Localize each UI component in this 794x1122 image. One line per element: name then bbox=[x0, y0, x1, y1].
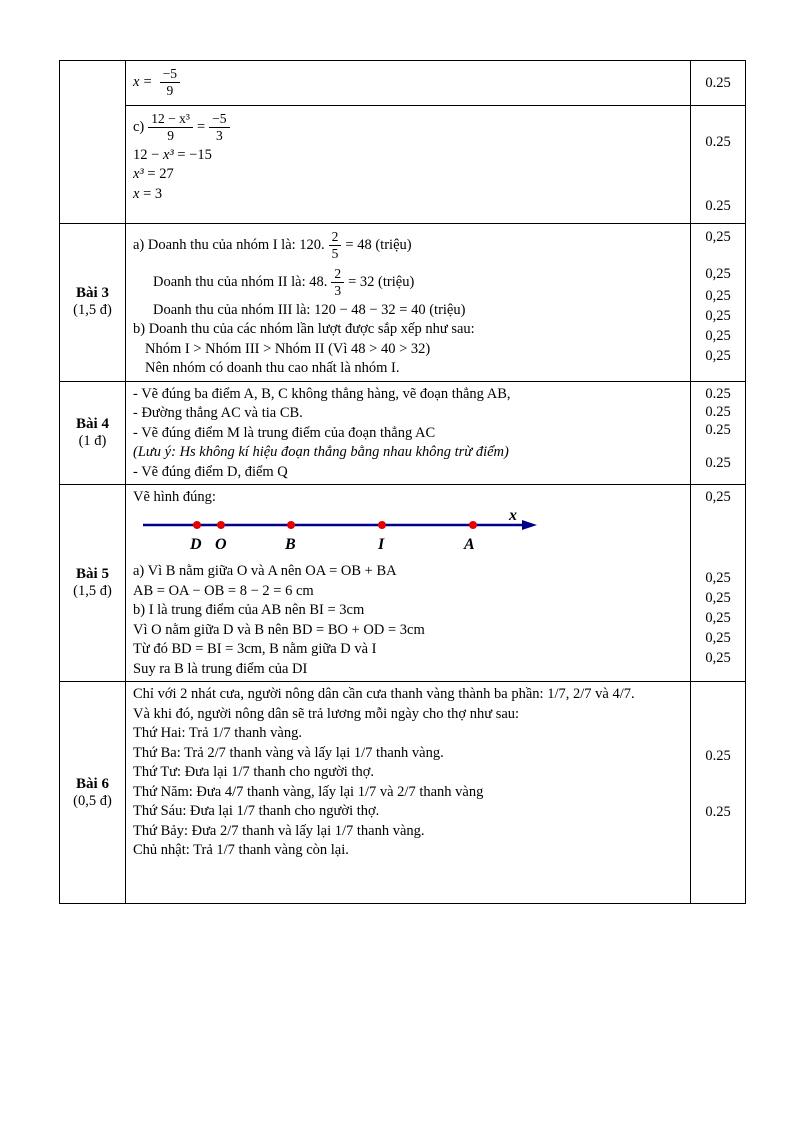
solution-line: - Vẽ đúng điểm M là trung điểm của đoạn thẳng AC bbox=[133, 424, 436, 441]
content-cell-bai3 bbox=[126, 224, 691, 382]
solution-line: - Vẽ đúng điểm D, điểm Q bbox=[133, 463, 288, 480]
math-text: = 27 bbox=[143, 166, 174, 183]
fraction bbox=[148, 111, 193, 144]
solution-line: Doanh thu của nhóm III là: 120 − 48 − 32 = 40 (triệu) bbox=[153, 301, 466, 318]
point-label-O: O bbox=[215, 535, 227, 553]
points-cell bbox=[691, 61, 746, 106]
table-row-bai4 bbox=[60, 381, 746, 485]
math-variable: x bbox=[133, 185, 140, 202]
point-value: 0.25 bbox=[705, 748, 731, 765]
solution-line: Chủ nhật: Trả 1/7 thanh vàng còn lại. bbox=[133, 842, 349, 859]
solution-line: - Đường thẳng AC và tia CB. bbox=[133, 405, 303, 422]
solution-line: Thứ Sáu: Đưa lại 1/7 thanh cho người thợ. bbox=[133, 803, 380, 820]
point-value: 0,25 bbox=[705, 308, 731, 324]
content-cell-bai5 bbox=[126, 485, 691, 682]
solution-line: Chỉ với 2 nhát cưa, người nông dân cần cưa thanh vàng thành ba phần: 1/7, 2/7 và 4/7. bbox=[133, 686, 635, 703]
solution-text: a) Doanh thu của nhóm I là: 120. bbox=[133, 236, 325, 253]
math-variable: x bbox=[133, 73, 140, 90]
point-value: 0.25 bbox=[705, 74, 731, 91]
math-line bbox=[133, 165, 683, 185]
points-cell bbox=[691, 682, 746, 904]
solution-line bbox=[133, 227, 683, 264]
math-line bbox=[133, 146, 683, 166]
label-cell-empty bbox=[60, 61, 126, 224]
points-stack bbox=[691, 682, 745, 900]
solution-line: b) I là trung điểm của AB nên BI = 3cm bbox=[133, 602, 365, 619]
solution-line: Vì O nằm giữa D và B nên BD = BO + OD = 3cm bbox=[133, 621, 425, 638]
table-row-c-solution bbox=[60, 106, 746, 224]
table-row-bai6 bbox=[60, 682, 746, 904]
math-variable: x³ bbox=[162, 146, 174, 163]
solution-line: AB = OA − OB = 8 − 2 = 6 cm bbox=[133, 582, 314, 599]
point-value: 0.25 bbox=[705, 421, 731, 438]
exercise-label: Bài 5 bbox=[76, 566, 109, 583]
content-cell-bai6 bbox=[126, 682, 691, 904]
point-value: 0,25 bbox=[705, 610, 731, 627]
label-cell-bai3 bbox=[60, 224, 126, 382]
fraction bbox=[329, 229, 342, 262]
point-dot-D bbox=[193, 521, 201, 529]
points-cell bbox=[691, 106, 746, 224]
solution-line: Nên nhóm có doanh thu cao nhất là nhóm I. bbox=[145, 360, 400, 377]
fraction-denominator: 9 bbox=[167, 127, 174, 143]
fraction-numerator: 12 − x³ bbox=[148, 111, 193, 128]
points-cell bbox=[691, 485, 746, 682]
equals-sign: = bbox=[196, 118, 206, 135]
point-value: 0.25 bbox=[705, 385, 731, 402]
point-dot-A bbox=[469, 521, 477, 529]
points-cell bbox=[691, 224, 746, 382]
point-value: 0,25 bbox=[705, 266, 731, 282]
math-text: = 3 bbox=[139, 185, 163, 202]
math-line bbox=[133, 109, 683, 146]
solution-line: Thứ Bảy: Đưa 2/7 thanh và lấy lại 1/7 thanh vàng. bbox=[133, 822, 425, 839]
solution-line: Từ đó BD = BI = 3cm, B nằm giữa D và I bbox=[133, 641, 377, 658]
exercise-points-label: (1,5 đ) bbox=[73, 302, 112, 319]
label-cell-bai6 bbox=[60, 682, 126, 904]
exercise-points-label: (1,5 đ) bbox=[73, 583, 112, 600]
point-value: 0,25 bbox=[705, 630, 731, 647]
points-stack bbox=[691, 485, 745, 671]
fraction-numerator: −5 bbox=[160, 66, 180, 83]
answer-key-table bbox=[59, 60, 746, 904]
label-cell-bai5 bbox=[60, 485, 126, 682]
label-cell-bai4 bbox=[60, 381, 126, 485]
solution-note-line: (Lưu ý: Hs không kí hiệu đoạn thẳng bằng nhau không trừ điểm) bbox=[133, 444, 509, 461]
point-value: 0,25 bbox=[705, 229, 731, 245]
point-value: 0.25 bbox=[705, 134, 731, 150]
table-row-bai5 bbox=[60, 485, 746, 682]
point-value: 0.25 bbox=[705, 804, 731, 821]
fraction bbox=[209, 111, 229, 144]
solution-text: = 32 (triệu) bbox=[348, 273, 415, 290]
solution-line: Thứ Năm: Đưa 4/7 thanh vàng, lấy lại 1/7 và 2/7 thanh vàng bbox=[133, 783, 484, 800]
exercise-label: Bài 6 bbox=[76, 775, 109, 792]
fraction-denominator: 3 bbox=[334, 282, 342, 298]
exercise-label: Bài 3 bbox=[76, 285, 109, 302]
points-stack bbox=[691, 224, 745, 375]
axis-label-x: x bbox=[509, 509, 517, 524]
solution-line bbox=[133, 264, 683, 301]
content-cell-x bbox=[126, 61, 691, 106]
point-value: 0.25 bbox=[705, 454, 731, 471]
point-dot-B bbox=[287, 521, 295, 529]
point-value: 0,25 bbox=[705, 650, 731, 667]
point-label-B: B bbox=[285, 535, 296, 553]
table-row-x-solution bbox=[60, 61, 746, 106]
exercise-points-label: (1 đ) bbox=[78, 432, 107, 449]
fraction-numerator: 2 bbox=[331, 266, 344, 283]
fraction-numerator: −5 bbox=[209, 111, 229, 128]
point-value: 0,25 bbox=[705, 328, 731, 344]
math-line bbox=[133, 185, 683, 205]
content-cell-bai4 bbox=[126, 381, 691, 485]
fraction bbox=[331, 266, 344, 299]
fraction bbox=[160, 66, 180, 99]
point-dot-O bbox=[217, 521, 225, 529]
fraction-denominator: 3 bbox=[215, 127, 223, 143]
solution-line: - Vẽ đúng ba điểm A, B, C không thẳng hàng, vẽ đoạn thẳng AB, bbox=[133, 385, 511, 402]
points-stack bbox=[691, 106, 745, 220]
point-value: 0,25 bbox=[705, 288, 731, 304]
solution-line: Suy ra B là trung điểm của DI bbox=[133, 660, 308, 677]
exercise-label: Bài 4 bbox=[76, 415, 109, 432]
point-value: 0,25 bbox=[705, 590, 731, 607]
solution-line: Vẽ hình đúng: bbox=[133, 489, 216, 506]
math-text: = −15 bbox=[173, 146, 212, 163]
math-variable: x³ bbox=[133, 166, 144, 183]
point-label-A: A bbox=[464, 535, 475, 553]
math-line bbox=[133, 64, 683, 101]
math-text: 12 − bbox=[133, 146, 163, 163]
solution-line: Nhóm I > Nhóm III > Nhóm II (Vì 48 > 40 > 32) bbox=[145, 340, 431, 357]
solution-text: = 48 (triệu) bbox=[345, 236, 412, 253]
item-label: c) bbox=[133, 118, 145, 135]
figure-container bbox=[133, 510, 683, 563]
equals-sign: = bbox=[143, 73, 152, 90]
exercise-points-label: (0,5 đ) bbox=[73, 792, 112, 809]
fraction-denominator: 9 bbox=[166, 82, 174, 98]
fraction-denominator: 5 bbox=[331, 245, 339, 261]
solution-text: Doanh thu của nhóm II là: 48. bbox=[153, 273, 328, 290]
axis-arrow-icon bbox=[522, 520, 537, 530]
point-label-D: D bbox=[190, 535, 202, 553]
point-value: 0,25 bbox=[705, 348, 731, 364]
solution-line: b) Doanh thu của các nhóm lần lượt được sắp xếp như sau: bbox=[133, 321, 475, 338]
solution-line: Và khi đó, người nông dân sẽ trả lương mỗi ngày cho thợ như sau: bbox=[133, 705, 520, 722]
point-dot-I bbox=[378, 521, 386, 529]
solution-line: a) Vì B nằm giữa O và A nên OA = OB + BA bbox=[133, 563, 397, 580]
point-value: 0.25 bbox=[705, 403, 731, 420]
point-value: 0,25 bbox=[705, 570, 731, 587]
point-value: 0.25 bbox=[705, 198, 731, 214]
point-label-I: I bbox=[378, 535, 385, 553]
table-row-bai3 bbox=[60, 224, 746, 382]
number-line-figure bbox=[133, 510, 685, 556]
fraction-numerator: 2 bbox=[329, 229, 342, 246]
points-stack bbox=[691, 382, 745, 478]
content-cell-c bbox=[126, 106, 691, 224]
point-value: 0,25 bbox=[705, 489, 731, 506]
solution-line: Thứ Tư: Đưa lại 1/7 thanh cho người thợ. bbox=[133, 764, 375, 781]
solution-line: Thứ Ba: Trả 2/7 thanh vàng và lấy lại 1/7 thanh vàng. bbox=[133, 744, 444, 761]
points-stack bbox=[691, 61, 745, 104]
points-cell bbox=[691, 381, 746, 485]
solution-line: Thứ Hai: Trả 1/7 thanh vàng. bbox=[133, 725, 302, 742]
